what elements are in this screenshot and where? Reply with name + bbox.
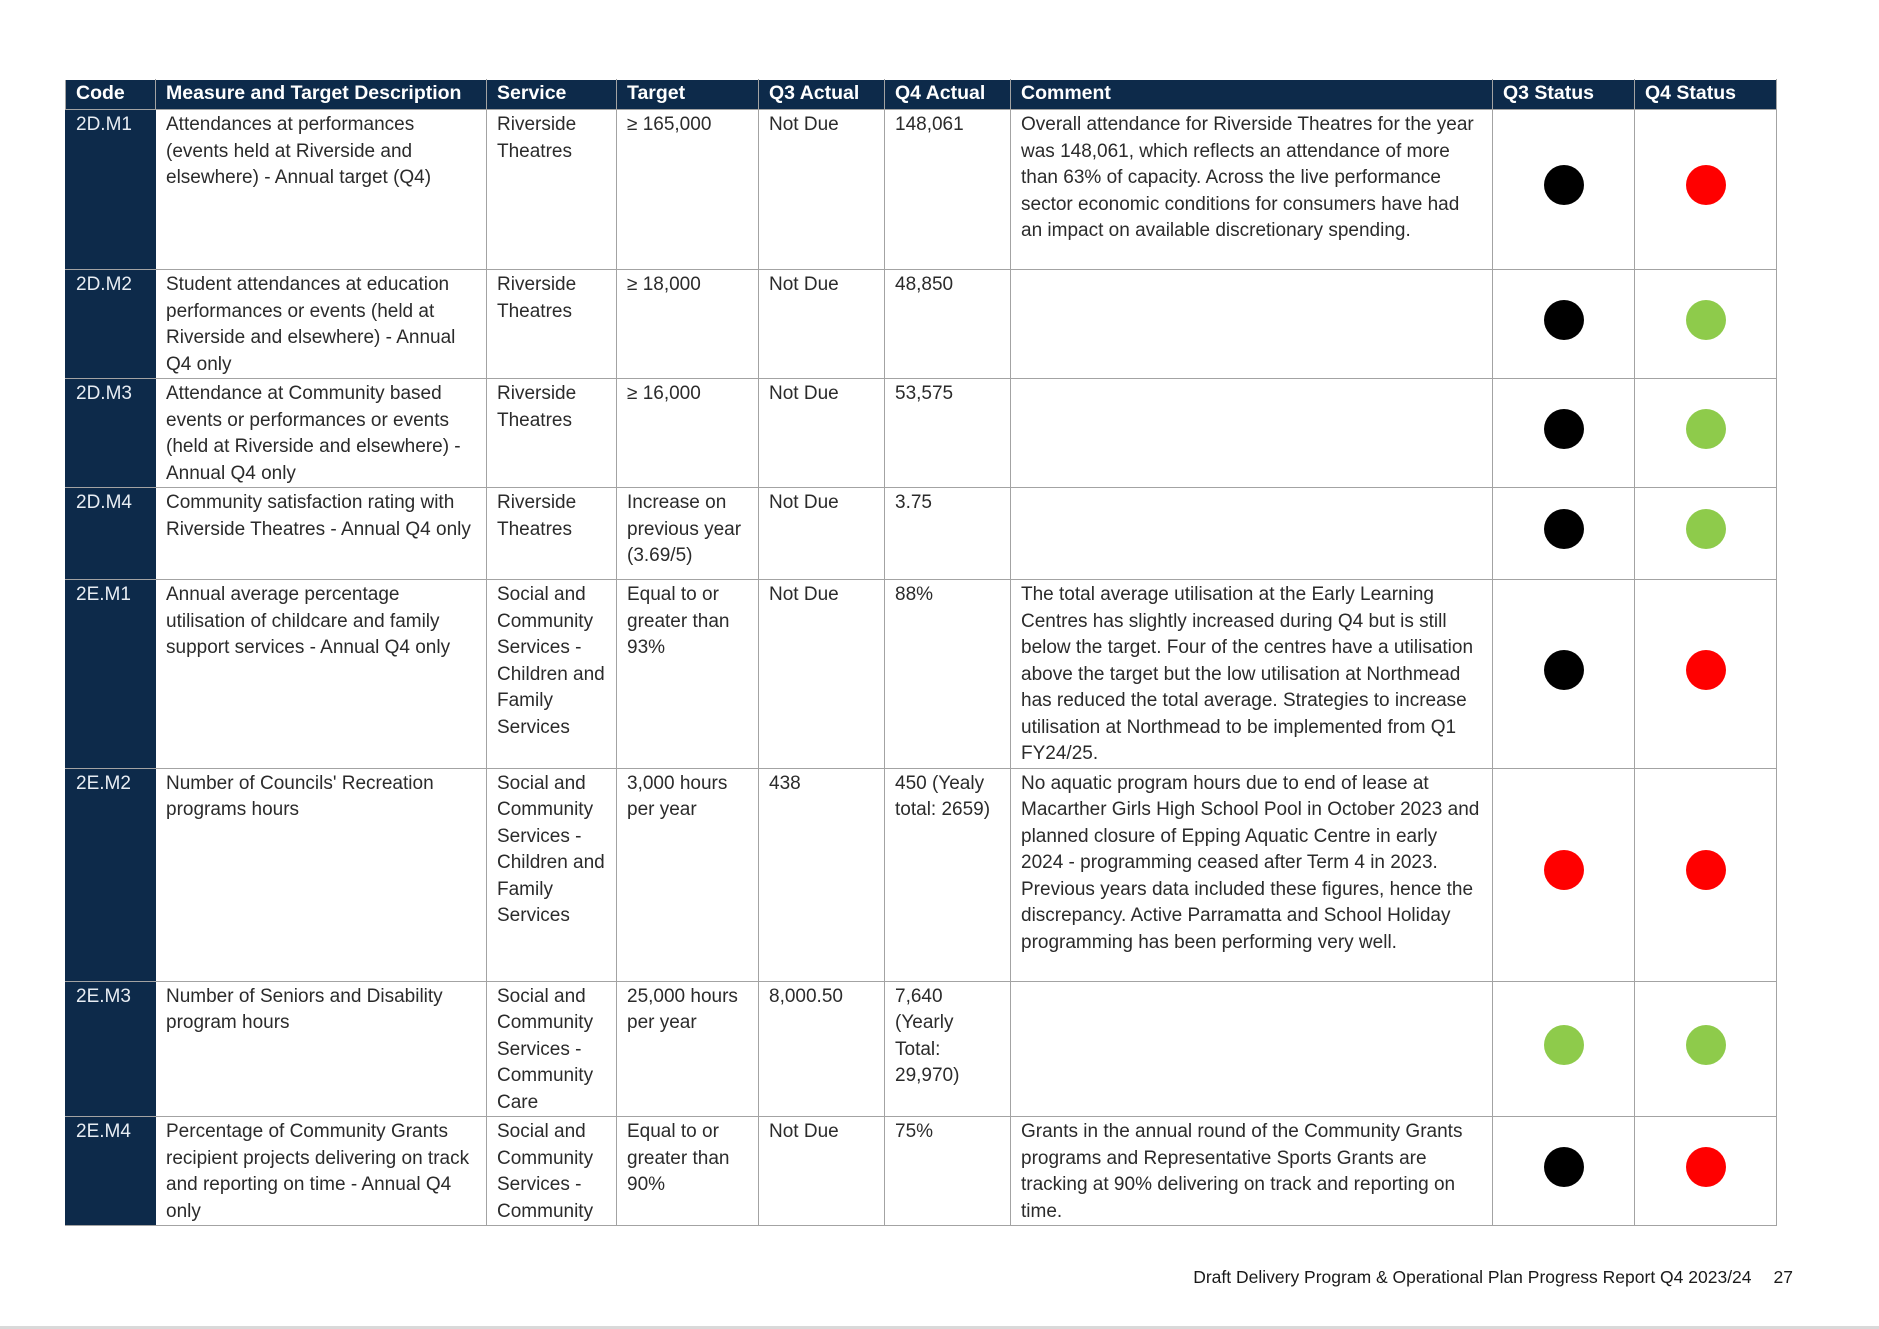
- footer-title: Draft Delivery Program & Operational Plan Progress Report Q4 2023/24: [1193, 1267, 1752, 1287]
- cell-q4-status: [1635, 1117, 1777, 1226]
- cell-measure: Annual average percentage utilisation of childcare and family support services - Annual Q4 only: [156, 580, 487, 769]
- status-green-dot-icon: [1686, 300, 1726, 340]
- status-green-dot-icon: [1686, 409, 1726, 449]
- cell-q4-status: [1635, 488, 1777, 580]
- cell-q4-actual: 450 (Yealy total: 2659): [885, 768, 1011, 981]
- cell-q4-status: [1635, 379, 1777, 488]
- cell-q3-status: [1493, 1117, 1635, 1226]
- status-green-dot-icon: [1686, 509, 1726, 549]
- cell-service: Riverside Theatres: [487, 379, 617, 488]
- header-target: Target: [617, 80, 759, 110]
- page-number: 27: [1773, 1267, 1793, 1287]
- cell-service: Riverside Theatres: [487, 270, 617, 379]
- cell-q3-status: [1493, 768, 1635, 981]
- status-black-dot-icon: [1544, 409, 1584, 449]
- cell-service: Social and Community Services - Children and Family Services: [487, 768, 617, 981]
- cell-q3-actual: Not Due: [759, 1117, 885, 1226]
- header-comment: Comment: [1011, 80, 1493, 110]
- cell-q3-actual: 8,000.50: [759, 981, 885, 1117]
- cell-q3-actual: Not Due: [759, 110, 885, 270]
- table-row: [66, 768, 1777, 981]
- header-service: Service: [487, 80, 617, 110]
- cell-code: 2D.M1: [66, 110, 156, 270]
- cell-comment: Overall attendance for Riverside Theatres for the year was 148,061, which reflects an attendance of more than 63% of capacity. Across the live performance sector economic conditions for consumers have had an impact on available discretionary spending.: [1011, 110, 1493, 270]
- cell-service: Social and Community Services - Children and Family Services: [487, 580, 617, 769]
- cell-q4-actual: 7,640 (Yearly Total: 29,970): [885, 981, 1011, 1117]
- table-row: [66, 379, 1777, 488]
- cell-q4-actual: 3.75: [885, 488, 1011, 580]
- cell-code: 2D.M4: [66, 488, 156, 580]
- status-black-dot-icon: [1544, 300, 1584, 340]
- cell-q3-actual: 438: [759, 768, 885, 981]
- cell-code: 2D.M3: [66, 379, 156, 488]
- cell-q3-actual: Not Due: [759, 270, 885, 379]
- cell-q3-status: [1493, 110, 1635, 270]
- cell-measure: Percentage of Community Grants recipient projects delivering on track and reporting on time - Annual Q4 only: [156, 1117, 487, 1226]
- cell-q3-status: [1493, 270, 1635, 379]
- cell-target: 3,000 hours per year: [617, 768, 759, 981]
- cell-comment: [1011, 270, 1493, 379]
- cell-comment: [1011, 488, 1493, 580]
- table-row: [66, 110, 1777, 270]
- cell-q4-actual: 75%: [885, 1117, 1011, 1226]
- cell-comment: No aquatic program hours due to end of lease at Macarther Girls High School Pool in October 2023 and planned closure of Epping Aquatic Centre in early 2024 - programming ceased after Term 4 in 2023. Previous years data included these figures, hence the discrepancy. Active Parramatta and School Holiday programming has been performing very well.: [1011, 768, 1493, 981]
- cell-code: 2D.M2: [66, 270, 156, 379]
- cell-q4-status: [1635, 768, 1777, 981]
- cell-target: Equal to or greater than 90%: [617, 1117, 759, 1226]
- cell-q3-status: [1493, 580, 1635, 769]
- cell-q4-status: [1635, 270, 1777, 379]
- status-red-dot-icon: [1544, 850, 1584, 890]
- cell-comment: [1011, 981, 1493, 1117]
- cell-measure: Community satisfaction rating with Riverside Theatres - Annual Q4 only: [156, 488, 487, 580]
- cell-q4-status: [1635, 110, 1777, 270]
- cell-service: Riverside Theatres: [487, 488, 617, 580]
- cell-measure: Attendance at Community based events or performances or events (held at Riverside and elsewhere) - Annual Q4 only: [156, 379, 487, 488]
- table-row: [66, 580, 1777, 769]
- cell-service: Social and Community Services - Community: [487, 1117, 617, 1226]
- cell-q4-status: [1635, 580, 1777, 769]
- cell-comment: [1011, 379, 1493, 488]
- cell-target: 25,000 hours per year: [617, 981, 759, 1117]
- header-measure: Measure and Target Description: [156, 80, 487, 110]
- status-black-dot-icon: [1544, 509, 1584, 549]
- status-black-dot-icon: [1544, 650, 1584, 690]
- cell-code: 2E.M2: [66, 768, 156, 981]
- table-row: [66, 270, 1777, 379]
- cell-measure: Number of Councils' Recreation programs hours: [156, 768, 487, 981]
- cell-q3-actual: Not Due: [759, 488, 885, 580]
- cell-target: ≥ 18,000: [617, 270, 759, 379]
- cell-comment: The total average utilisation at the Early Learning Centres has slightly increased during Q4 but is still below the target. Four of the centres have a utilisation above the target but the low utilisation at Northmead has reduced the total average. Strategies to increase utilisation at Northmead to be implemented from Q1 FY24/25.: [1011, 580, 1493, 769]
- cell-code: 2E.M3: [66, 981, 156, 1117]
- cell-target: Equal to or greater than 93%: [617, 580, 759, 769]
- cell-q4-actual: 48,850: [885, 270, 1011, 379]
- cell-code: 2E.M1: [66, 580, 156, 769]
- header-q3-status: Q3 Status: [1493, 80, 1635, 110]
- cell-q3-status: [1493, 379, 1635, 488]
- table-row: [66, 488, 1777, 580]
- table-row: [66, 981, 1777, 1117]
- cell-q3-status: [1493, 981, 1635, 1117]
- header-q4-actual: Q4 Actual: [885, 80, 1011, 110]
- status-red-dot-icon: [1686, 1147, 1726, 1187]
- cell-q3-actual: Not Due: [759, 580, 885, 769]
- performance-measures-table: [65, 79, 1777, 1226]
- cell-code: 2E.M4: [66, 1117, 156, 1226]
- header-row: [66, 80, 1777, 110]
- status-green-dot-icon: [1544, 1025, 1584, 1065]
- cell-measure: Student attendances at education performances or events (held at Riverside and elsewhere) - Annual Q4 only: [156, 270, 487, 379]
- cell-target: Increase on previous year (3.69/5): [617, 488, 759, 580]
- cell-measure: Number of Seniors and Disability program hours: [156, 981, 487, 1117]
- cell-q3-status: [1493, 488, 1635, 580]
- status-red-dot-icon: [1686, 165, 1726, 205]
- cell-q4-actual: 148,061: [885, 110, 1011, 270]
- page-footer: [1193, 1267, 1793, 1288]
- cell-service: Social and Community Services - Community Care: [487, 981, 617, 1117]
- header-q4-status: Q4 Status: [1635, 80, 1777, 110]
- cell-measure: Attendances at performances (events held at Riverside and elsewhere) - Annual target (Q4): [156, 110, 487, 270]
- cell-q4-actual: 53,575: [885, 379, 1011, 488]
- status-black-dot-icon: [1544, 165, 1584, 205]
- status-red-dot-icon: [1686, 850, 1726, 890]
- status-black-dot-icon: [1544, 1147, 1584, 1187]
- header-code: Code: [66, 80, 156, 110]
- cell-target: ≥ 16,000: [617, 379, 759, 488]
- cell-comment: Grants in the annual round of the Community Grants programs and Representative Sports Grants are tracking at 90% delivering on track and reporting on time.: [1011, 1117, 1493, 1226]
- table-row: [66, 1117, 1777, 1226]
- cell-q4-actual: 88%: [885, 580, 1011, 769]
- status-red-dot-icon: [1686, 650, 1726, 690]
- cell-service: Riverside Theatres: [487, 110, 617, 270]
- cell-q3-actual: Not Due: [759, 379, 885, 488]
- cell-q4-status: [1635, 981, 1777, 1117]
- header-q3-actual: Q3 Actual: [759, 80, 885, 110]
- status-green-dot-icon: [1686, 1025, 1726, 1065]
- cell-target: ≥ 165,000: [617, 110, 759, 270]
